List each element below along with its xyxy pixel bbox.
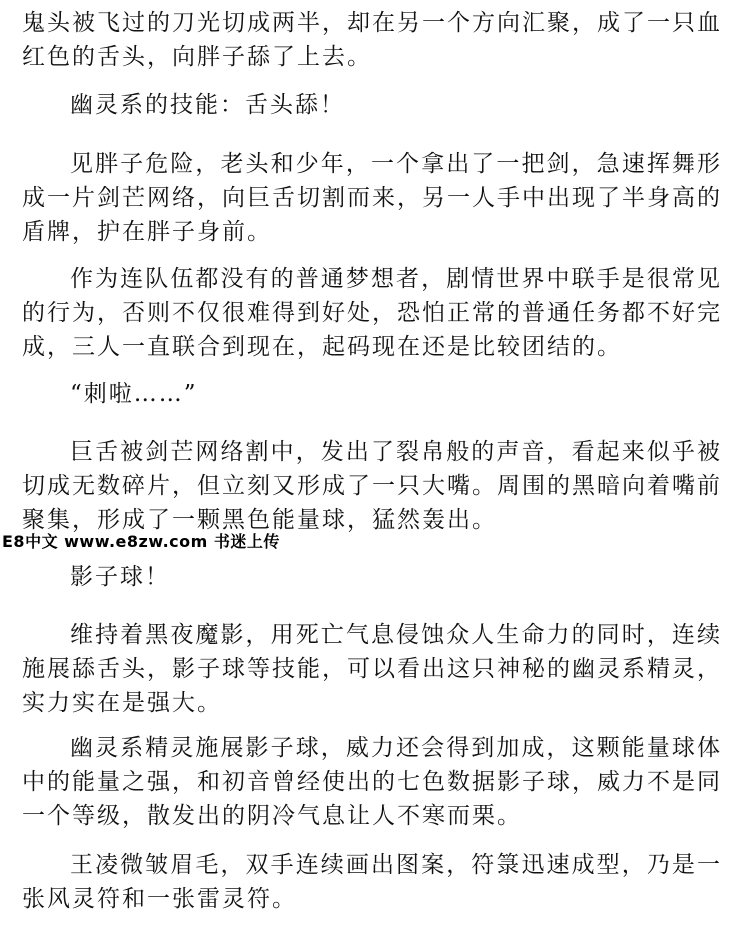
paragraph-7: 影子球！	[70, 564, 170, 590]
paragraph-4: 作为连队伍都没有的普通梦想者，剧情世界中联手是很常见的行为，否则不仅很难得到好处，恐怕正常的普通任务都不好完成，三人一直联合到现在，起码现在还是比较团结的。	[22, 266, 722, 360]
paragraph-3: 见胖子危险，老头和少年，一个拿出了一把剑，急速挥舞形成一片剑芒网络，向巨舌切割而来，另一人手中出现了半身高的盾牌，护在胖子身前。	[22, 151, 722, 245]
paragraph-6: 巨舌被剑芒网络割中，发出了裂帛般的声音，看起来似乎被切成无数碎片，但立刻又形成了一只大嘴。周围的黑暗向着嘴前聚集，形成了一颗黑色能量球，猛然轰出。	[22, 439, 722, 533]
paragraph-5: “刺啦……”	[70, 381, 198, 407]
paragraph-2: 幽灵系的技能：舌头舔！	[70, 92, 345, 118]
paragraph-1: 鬼头被飞过的刀光切成两半，却在另一个方向汇聚，成了一只血红色的舌头，向胖子舔了上去。	[22, 10, 722, 70]
paragraph-9: 幽灵系精灵施展影子球，威力还会得到加成，这颗能量球体中的能量之强，和初音曾经使出的七色数据影子球，威力不是同一个等级，散发出的阴冷气息让人不寒而栗。	[22, 735, 722, 829]
paragraph-8: 维持着黑夜魔影，用死亡气息侵蚀众人生命力的同时，连续施展舔舌头，影子球等技能，可以看出这只神秘的幽灵系精灵，实力实在是强大。	[22, 622, 722, 716]
paragraph-10: 王凌微皱眉毛，双手连续画出图案，符箓迅速成型，乃是一张风灵符和一张雷灵符。	[22, 852, 722, 912]
site-watermark: E8中文 www.e8zw.com 书迷上传	[2, 532, 280, 551]
